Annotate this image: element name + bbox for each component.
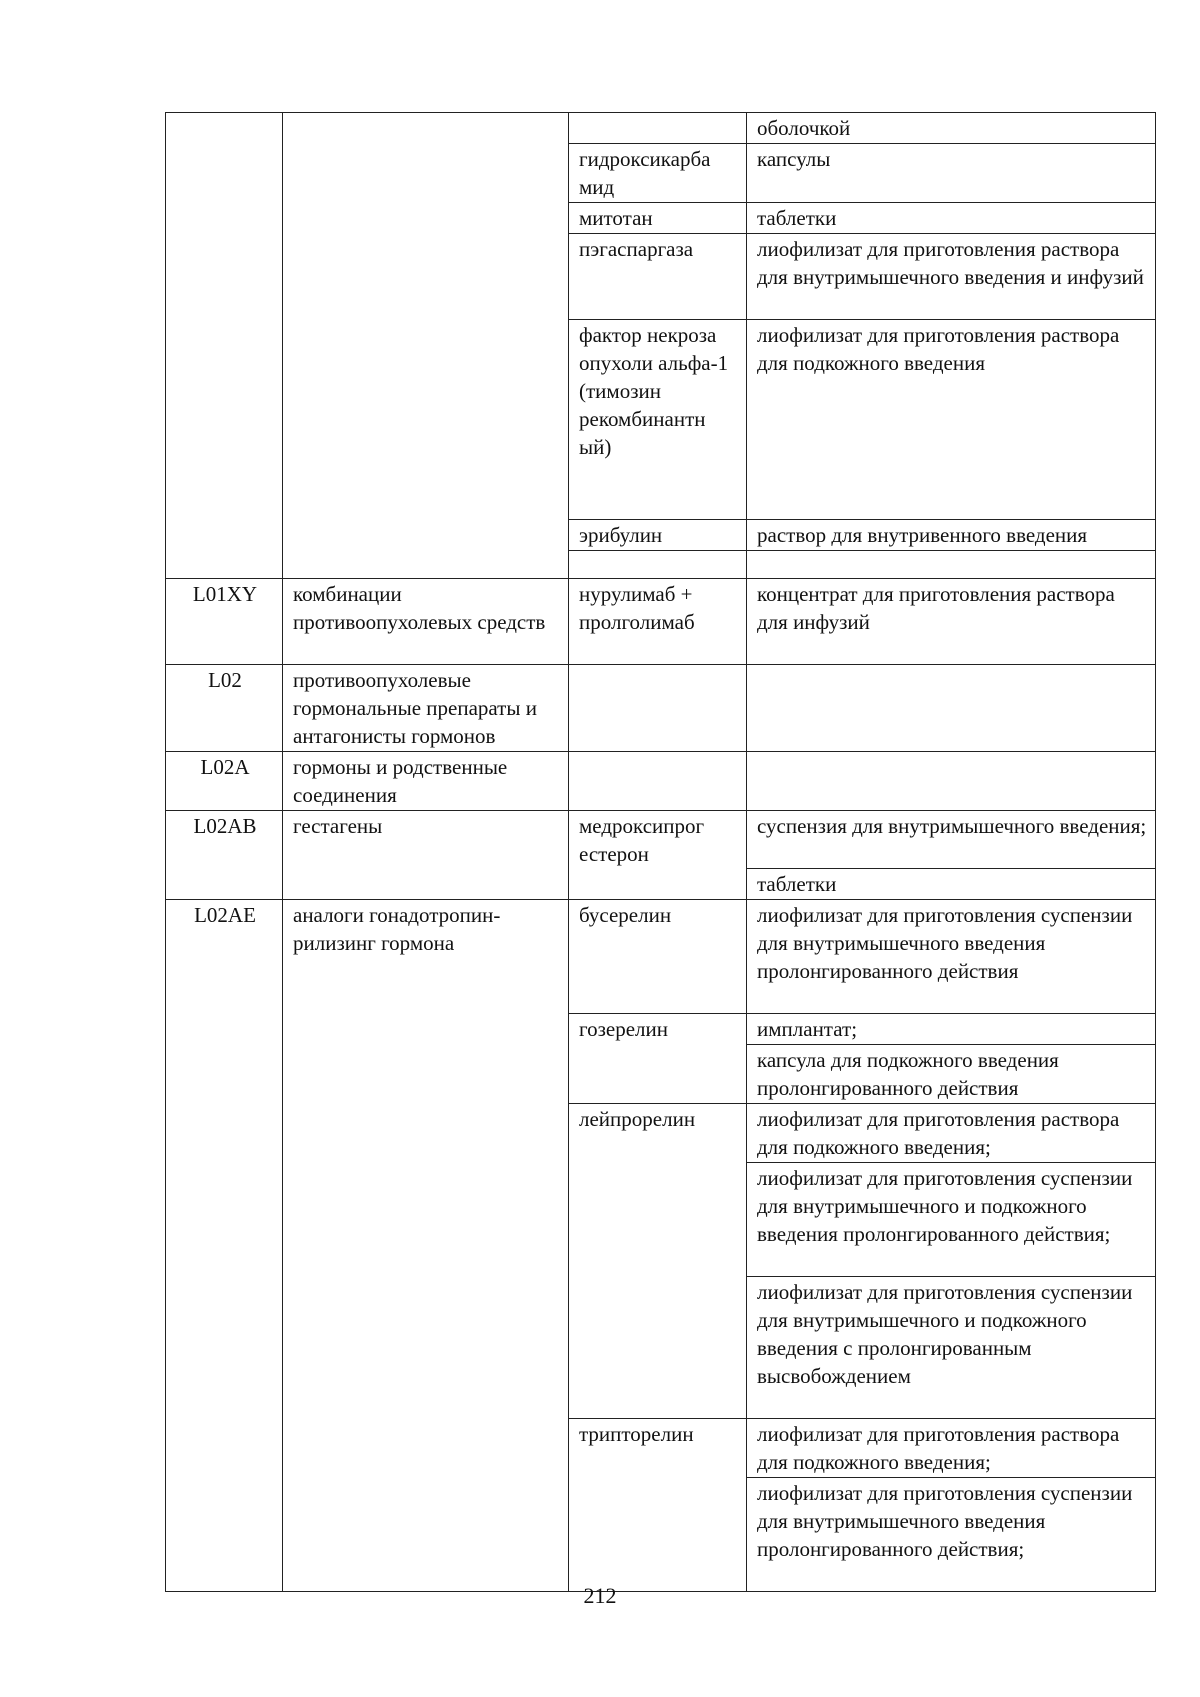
drug-cell: пэгаспаргаза: [569, 234, 747, 320]
group-cell: гормоны и родственные соединения: [283, 752, 569, 811]
group-cell: комбинации противоопухолевых средств: [283, 579, 569, 665]
form-cell: лиофилизат для приготовления суспензии для внутримышечного введения пролонгированного действия;: [747, 1478, 1156, 1592]
form-cell: капсулы: [747, 144, 1156, 203]
form-cell: концентрат для приготовления раствора для инфузий: [747, 579, 1156, 665]
form-cell: лиофилизат для приготовления суспензии для внутримышечного и подкожного введения с пролонгированным высвобождением: [747, 1277, 1156, 1419]
drug-cell: митотан: [569, 203, 747, 234]
form-cell: капсула для подкожного введения пролонгированного действия: [747, 1045, 1156, 1104]
drug-cell: трипторелин: [569, 1419, 747, 1592]
code-cell: [166, 113, 283, 579]
drug-list-table: [165, 112, 1156, 1592]
form-cell: имплантат;: [747, 1014, 1156, 1045]
table-row: [166, 752, 1156, 811]
drug-cell: [569, 665, 747, 752]
drug-cell: эрибулин: [569, 520, 747, 551]
form-cell: [747, 551, 1156, 579]
code-cell: L02AB: [166, 811, 283, 900]
drug-cell: нурулимаб + пролголимаб: [569, 579, 747, 665]
table-row: [166, 900, 1156, 1014]
form-cell: раствор для внутривенного введения: [747, 520, 1156, 551]
group-cell: аналоги гонадотропин-рилизинг гормона: [283, 900, 569, 1592]
table-row: [166, 579, 1156, 665]
form-cell: [747, 752, 1156, 811]
code-cell: L01XY: [166, 579, 283, 665]
drug-cell: гозерелин: [569, 1014, 747, 1104]
group-cell: противоопухолевые гормональные препараты и антагонисты гормонов: [283, 665, 569, 752]
form-cell: лиофилизат для приготовления суспензии для внутримышечного введения пролонгированного действия: [747, 900, 1156, 1014]
form-cell: оболочкой: [747, 113, 1156, 144]
group-cell: [283, 113, 569, 579]
drug-cell: гидроксикарба мид: [569, 144, 747, 203]
table-row: [166, 665, 1156, 752]
form-cell: суспензия для внутримышечного введения;: [747, 811, 1156, 869]
form-cell: таблетки: [747, 869, 1156, 900]
drug-cell: фактор некроза опухоли альфа-1 (тимозин рекомбинантн ый): [569, 320, 747, 520]
drug-cell: [569, 551, 747, 579]
table-row: [166, 113, 1156, 144]
code-cell: L02: [166, 665, 283, 752]
drug-cell: [569, 113, 747, 144]
form-cell: лиофилизат для приготовления раствора для подкожного введения: [747, 320, 1156, 520]
form-cell: лиофилизат для приготовления раствора для внутримышечного введения и инфузий: [747, 234, 1156, 320]
form-cell: таблетки: [747, 203, 1156, 234]
form-cell: [747, 665, 1156, 752]
form-cell: лиофилизат для приготовления раствора для подкожного введения;: [747, 1419, 1156, 1478]
drug-cell: бусерелин: [569, 900, 747, 1014]
drug-cell: [569, 752, 747, 811]
group-cell: гестагены: [283, 811, 569, 900]
code-cell: L02AE: [166, 900, 283, 1592]
page-number: 212: [583, 1583, 617, 1608]
form-cell: лиофилизат для приготовления суспензии для внутримышечного и подкожного введения пролонгированного действия;: [747, 1163, 1156, 1277]
code-cell: L02A: [166, 752, 283, 811]
table-row: [166, 811, 1156, 869]
drug-cell: медроксипрог естерон: [569, 811, 747, 900]
drug-cell: лейпрорелин: [569, 1104, 747, 1419]
form-cell: лиофилизат для приготовления раствора для подкожного введения;: [747, 1104, 1156, 1163]
